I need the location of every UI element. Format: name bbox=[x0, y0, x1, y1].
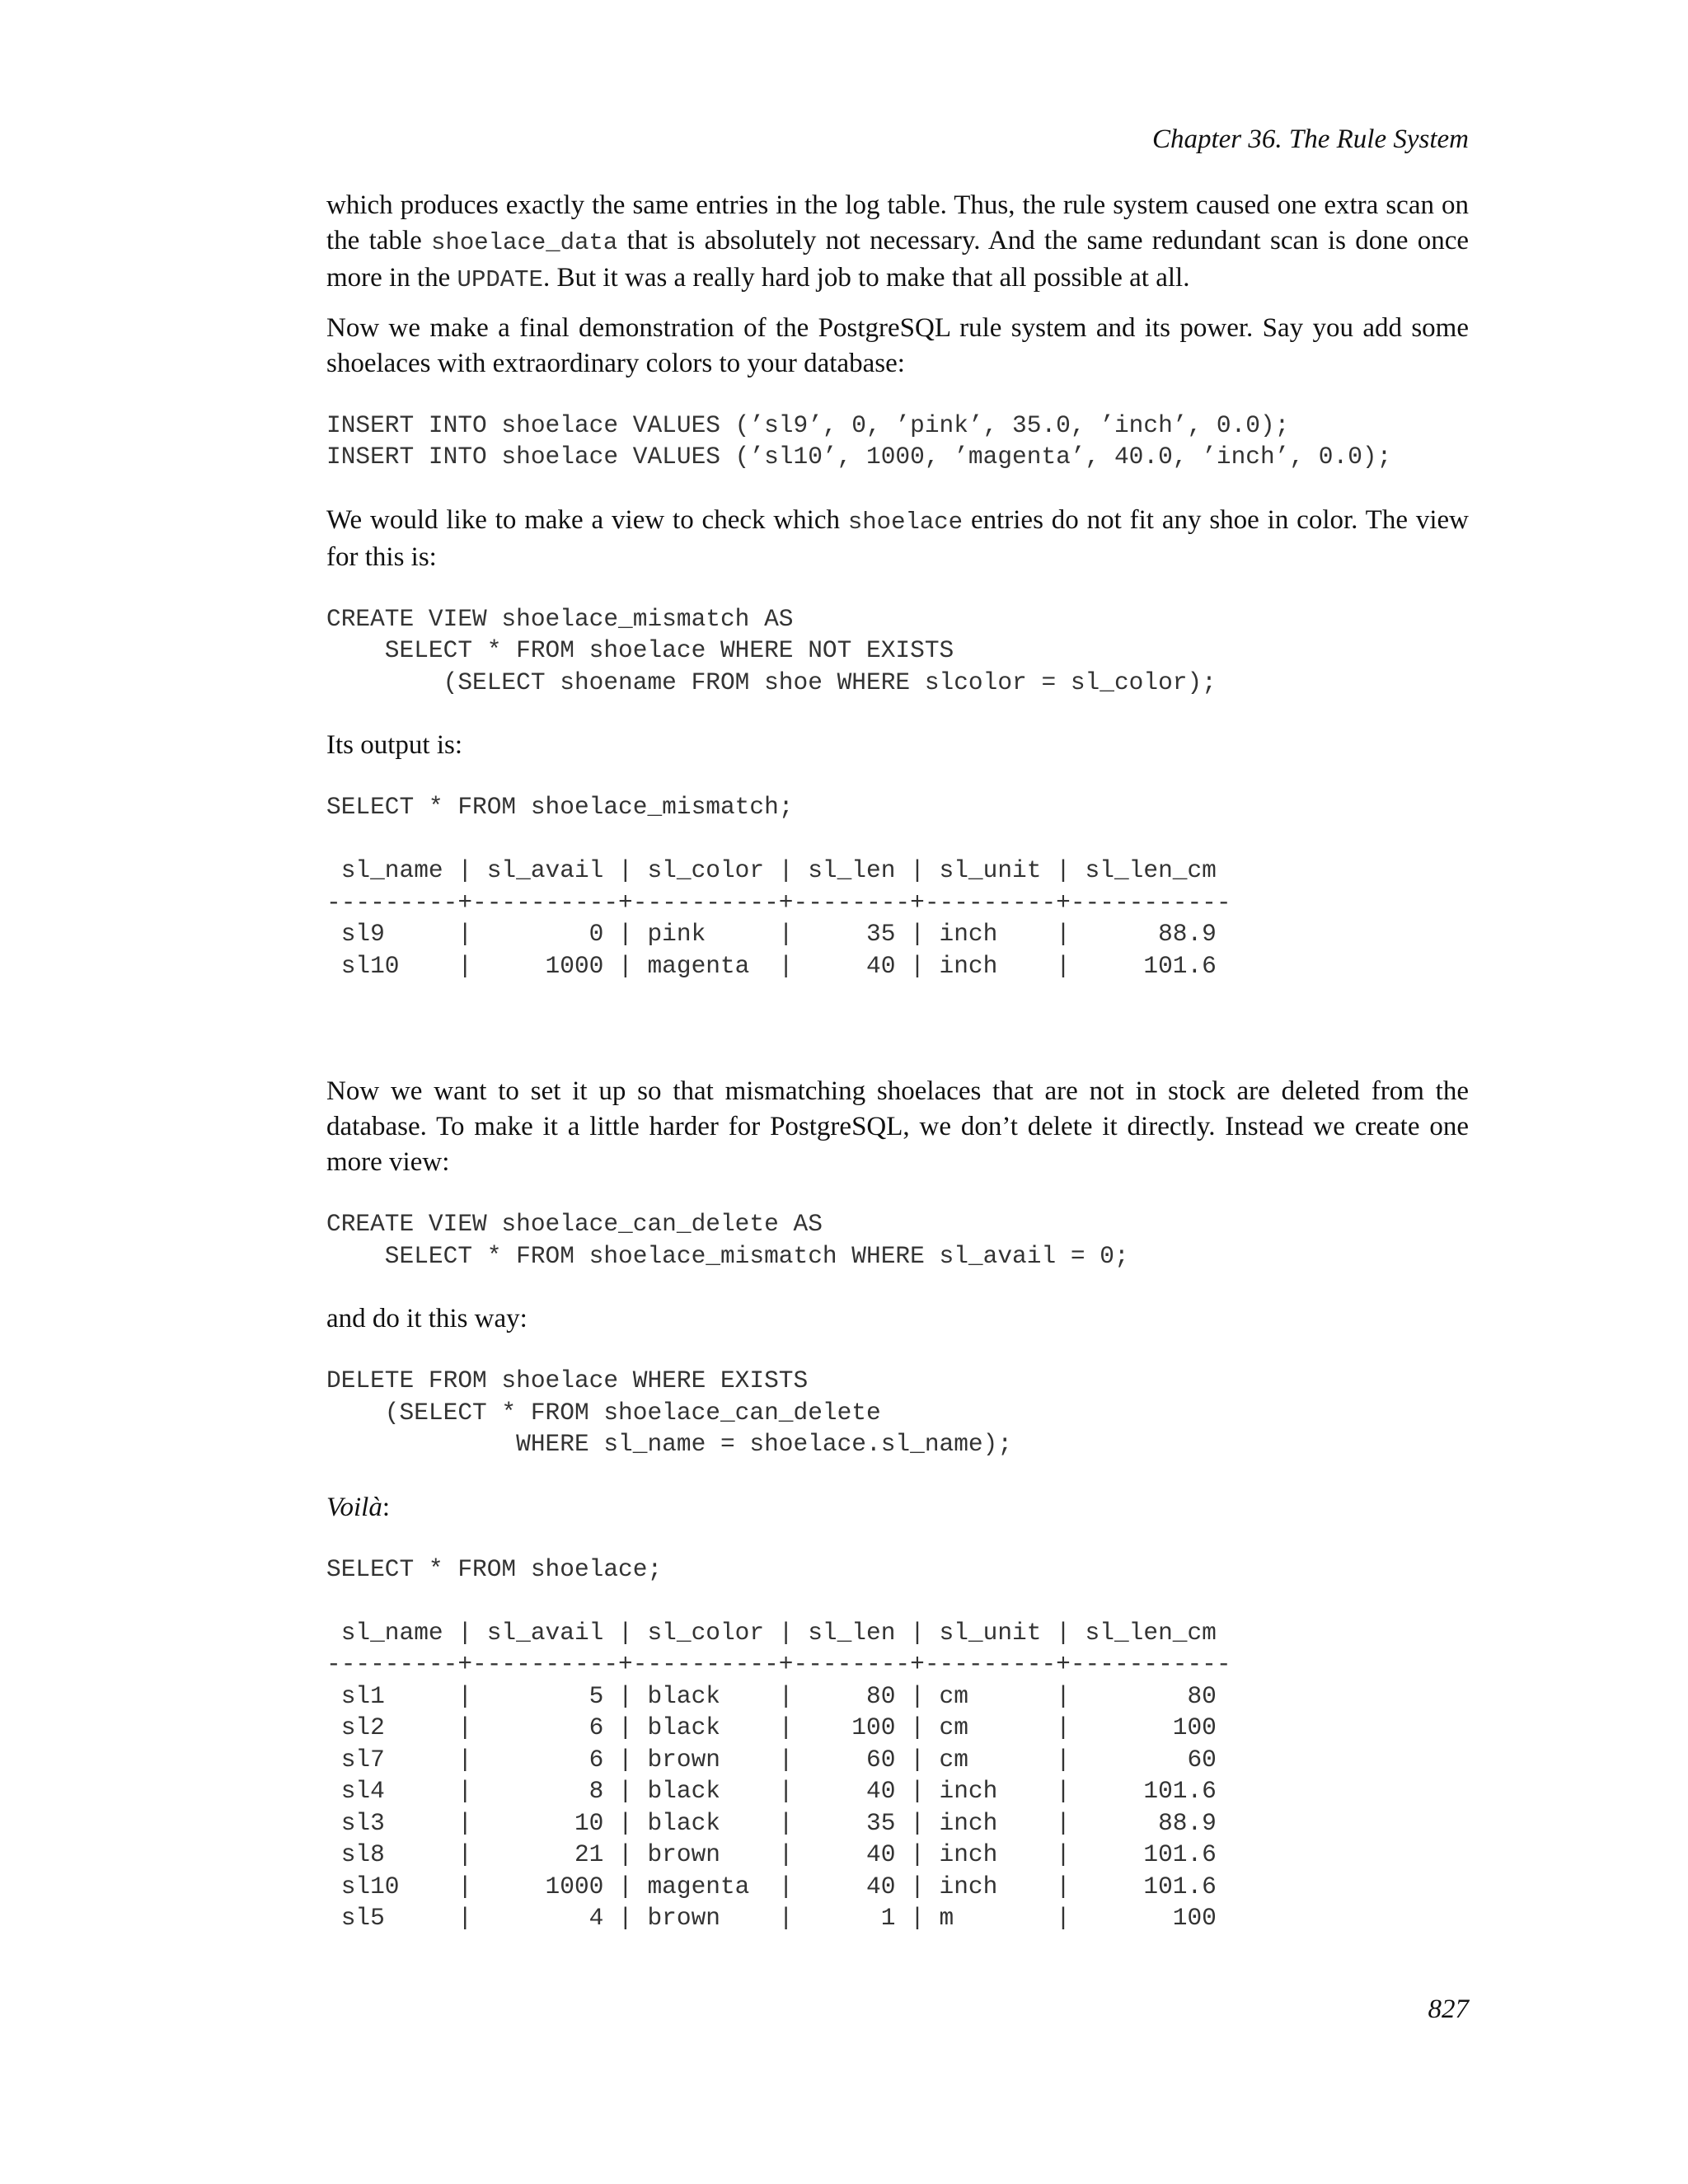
inline-code-shoelace-data: shoelace_data bbox=[431, 228, 618, 256]
paragraph-final-demonstration: Now we make a final demonstration of the PostgreSQL rule system and its power. Say you add some shoelaces with extraordinary colors to your database: bbox=[326, 312, 1469, 378]
code-block-insert: INSERT INTO shoelace VALUES (’sl9’, 0, ’pink’, 35.0, ’inch’, 0.0); INSERT INTO shoelace VALUES (’sl10’, 1000, ’magenta’, 40.0, ’inch’, 0.0); bbox=[326, 410, 1392, 471]
code-block-create-mismatch-view: CREATE VIEW shoelace_mismatch AS SELECT * FROM shoelace WHERE NOT EXISTS (SELECT shoename FROM shoe WHERE slcolor = sl_color); bbox=[326, 604, 1217, 696]
paragraph-log-scan bbox=[326, 188, 1469, 298]
paragraph-do-it-this-way: and do it this way: bbox=[326, 1304, 528, 1334]
paragraph-text: : bbox=[382, 1492, 391, 1522]
code-block-select-shoelace: SELECT * FROM shoelace; sl_name | sl_avail | sl_color | sl_len | sl_unit | sl_len_cm ---------+----------+----------+--------+---------+----------- sl1 | 5 | black | 80 | cm | 80 sl2 | 6 | black | 100 | cm | 100 sl7 | 6 | brown | 60 | cm | 60 sl4 | 8 | black | 40 | inch | 101.6 sl3 | 10 | black | 35 | inch | 88.9 sl8 | 21 | brown | 40 | inch | 101.6 sl10 | 1000 | magenta | 40 | inch | 101.6 sl5 | 4 | brown | 1 | m | 100 bbox=[326, 1554, 1231, 1933]
paragraph-view-check bbox=[326, 503, 1469, 575]
spacer bbox=[326, 1011, 1469, 1074]
paragraph-text: which produces exactly the same entries in the log table. Thus, the rule system caused one extra scan on the table bbox=[326, 190, 1469, 255]
paragraph-text: entries do not fit any shoe in color. The view for this is: bbox=[326, 504, 1469, 572]
paragraph-text: We would like to make a view to check which bbox=[326, 504, 848, 535]
document-page bbox=[326, 124, 1469, 2118]
code-block-create-can-delete-view: CREATE VIEW shoelace_can_delete AS SELECT * FROM shoelace_mismatch WHERE sl_avail = 0; bbox=[326, 1210, 1129, 1270]
inline-code-update: UPDATE bbox=[457, 265, 543, 293]
page-number: 827 bbox=[1428, 1994, 1469, 2024]
paragraph-delete-setup: Now we want to set it up so that mismatching shoelaces that are not in stock are deleted from the database. To make it a little harder for PostgreSQL, we don’t delete it directly. Instead we create one more view: bbox=[326, 1076, 1469, 1178]
running-header: Chapter 36. The Rule System bbox=[1151, 124, 1469, 154]
code-block-delete: DELETE FROM shoelace WHERE EXISTS (SELECT * FROM shoelace_can_delete WHERE sl_name = shoelace.sl_name); bbox=[326, 1366, 1013, 1459]
paragraph-voila bbox=[326, 1490, 1469, 1526]
paragraph-text: that is absolutely not necessary. And the same redundant scan is done once more in the bbox=[326, 225, 1469, 293]
inline-code-shoelace: shoelace bbox=[847, 508, 964, 536]
code-block-select-mismatch: SELECT * FROM shoelace_mismatch; sl_name | sl_avail | sl_color | sl_len | sl_unit | sl_len_cm ---------+----------+----------+--------+---------+----------- sl9 | 0 | pink | 35 | inch | 88.9 sl10 | 1000 | magenta | 40 | inch | 101.6 bbox=[326, 793, 1231, 980]
voila-italic: Voilà bbox=[326, 1492, 382, 1522]
paragraph-output-intro: Its output is: bbox=[326, 730, 463, 761]
paragraph-text: . But it was a really hard job to make that all possible at all. bbox=[542, 262, 1190, 293]
